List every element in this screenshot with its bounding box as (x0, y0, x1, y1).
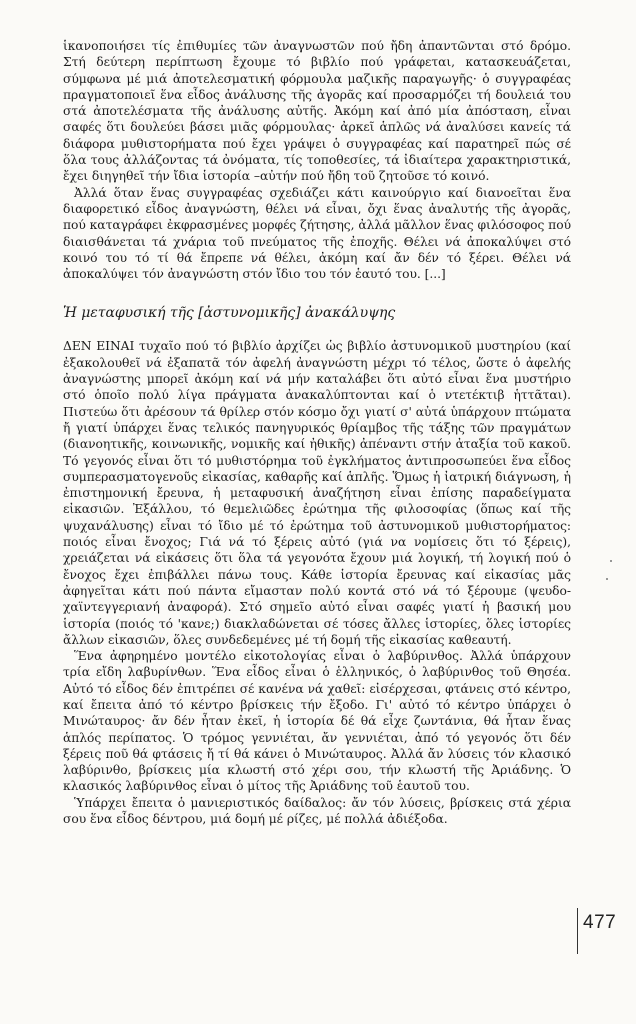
paragraph-4: Ἕνα ἀφηρημένο μοντέλο εἰκοτολογίας εἶναι ὁ λαβύρινθος. Ἀλλά ὑπάρχουν τρία εἴδη λαβυρίνθων. Ἕνα εἶδος εἶναι ὁ ἑλληνικός, ὁ λαβύρινθος τοῦ Θησέα. Αὐτό τό εἶδος δέν ἐπιτρέπει σέ κανένα νά χαθεῖ: εἰσέρχεσαι, φτάνεις στό κέντρο, καί ἔπειτα ἀπό τό κέντρο βρίσκεις τήν ἔξοδο. Γι' αὐτό τό κέντρο ὑπάρχει ὁ Μινώταυρος· ἄν δέν ἦταν ἐκεῖ, ἡ ἱστορία δέ θά εἶχε ζωντάνια, θά ἦταν ἕνας ἁπλός περίπατος. Ὁ τρόμος γεννιέται, ἄν γεννιέται, ἀπό τό γεγονός ὅτι δέν ξέρεις ποῦ θά φτάσεις ἤ τί θά κάνει ὁ Μινώταυρος. Ἀλλά ἄν λύσεις τόν κλασικό λαβύρινθο, βρίσκεις μία κλωστή στό χέρι σου, τήν κλωστή τῆς Ἀριάδνης. Ὁ κλασικός λαβύρινθος εἶναι ὁ μίτος τῆς Ἀριάδνης τοῦ ἑαυτοῦ του. (63, 649, 571, 794)
paragraph-2: Ἀλλά ὅταν ἕνας συγγραφέας σχεδιάζει κάτι καινούργιο καί διανοεῖται ἕνα διαφορετικό εἶδος ἀναγνώστη, θέλει νά εἶναι, ὄχι ἕνας ἀναλυτής τῆς ἀγορᾶς, πού καταγράφει ἐκφρασμένες μορφές ζήτησης, ἀλλά μᾶλλον ἕνας φιλόσοφος πού διαισθάνεται τά χνάρια τοῦ πνεύματος τῆς ἐποχῆς. Θέλει νά ἀποκαλύψει στό κοινό του τό τί θά ἔπρεπε νά θέλει, ἀκόμη καί ἄν δέν τό ξέρει. Θέλει νά ἀποκαλύψει τόν ἀναγνώστη στόν ἴδιο του τόν ἑαυτό του. [...] (63, 185, 571, 282)
scan-speck (610, 560, 612, 562)
paragraph-1: ἱκανοποιήσει τίς ἐπιθυμίες τῶν ἀναγνωστῶν πού ἤδη ἀπαντῶνται στό δρόμο. Στή δεύτερη περίπτωση ἔχουμε τό βιβλίο πού γράφεται, κατασκευάζεται, σύμφωνα μέ μιά ἀποτελεσματική φόρμουλα μαζικῆς παραγωγῆς· ὁ συγγραφέας πραγματοποιεῖ ἕνα εἶδος ἀνάλυσης τῆς ἀγορᾶς καί προσαρμόζει τή δουλειά του στά ἀποτελέσματα τῆς ἀνάλυσης αὐτῆς. Ἀκόμη καί ἀπό μία ἀπόσταση, εἶναι σαφές ὅτι δουλεύει βάσει μιᾶς φόρμουλας· ἀρκεῖ ἁπλῶς νά ἀναλύσει κανείς τά διάφορα μυθιστορήματα πού ἔχει γράψει ὁ συγγραφέας καί παρατηρεῖ πώς σέ ὅλα τους ἀλλάζοντας τά ὀνόματα, τίς τοποθεσίες, τά ἰδιαίτερα χαρακτηριστικά, ἔχει διηγηθεῖ τήν ἴδια ἱστορία –αὐτήν πού ἤδη τοῦ ζητοῦσε τό κοινό. (63, 39, 571, 184)
paragraph-5: Ὑπάρχει ἔπειτα ὁ μανιεριστικός δαίδαλος: ἄν τόν λύσεις, βρίσκεις στά χέρια σου ἕνα εἶδος δέντρου, μιά δομή μέ ρίζες, μέ πολλά ἀδιέξοδα. (63, 795, 571, 827)
scan-speck (606, 578, 608, 580)
text-column (63, 38, 571, 827)
section-heading: Ἡ μεταφυσική τῆς [ἀστυνομικῆς] ἀνακάλυψης (63, 305, 396, 322)
paragraph-3: ΔΕΝ ΕΙΝΑΙ τυχαῖο πού τό βιβλίο ἀρχίζει ὡς βιβλίο ἀστυνομικοῦ μυστηρίου (καί ἐξακολουθεῖ νά ἐξαπατᾶ τόν ἀφελή ἀναγνώστη μέχρι τό τέλος, ὥστε ὁ ἀφελής ἀναγνώστης μπορεῖ ἀκόμη καί νά μήν καταλάβει ὅτι αὐτό εἶναι ἕνα μυστήριο στό ὁποῖο πολύ λίγα πράγματα ἀνακαλύπτονται καί ὁ ντετέκτιβ ἡττᾶται). Πιστεύω ὅτι ἀρέσουν τά θρίλερ στόν κόσμο ὄχι γιατί σ' αὐτά ὑπάρχουν πτώματα ἤ γιατί ὑπάρχει ἕνας τελικός πανηγυρικός θρίαμβος τῆς τάξης τῶν πραγμάτων (διανοητικῆς, κοινωνικῆς, νομικῆς καί ἠθικῆς) ἀπέναντι στήν ἀταξία τοῦ κακοῦ. Τό γεγονός εἶναι ὅτι τό μυθιστόρημα τοῦ ἐγκλήματος ἀντιπροσωπεύει ἕνα εἶδος συμπερασματογενοῦς εἰκασίας, καθαρῆς καί ἁπλῆς. Ὅμως ἡ ἰατρική διάγνωση, ἡ ἐπιστημονική ἔρευνα, ἡ μεταφυσική ἀναζήτηση εἶναι ἐπίσης παραδείγματα εἰκασιῶν. Ἐξάλλου, τό θεμελιῶδες ἐρώτημα τῆς φιλοσοφίας (ὅπως καί τῆς ψυχανάλυσης) εἶναι τό ἴδιο μέ τό ἐρώτημα τοῦ ἀστυνομικοῦ μυθιστορήματος: ποιός εἶναι ἔνοχος; Γιά νά τό ξέρεις αὐτό (γιά να νομίσεις ὅτι τό ξέρεις), χρειάζεται νά εἰκάσεις ὅτι ὅλα τά γεγονότα ἔχουν μιά λογική, τή λογική πού ὁ ἔνοχος ἔχει ἐπιβάλλει πάνω τους. Κάθε ἱστορία ἔρευνας καί εἰκασίας μᾶς ἀφηγεῖται κάτι πού πάντα εἴμασταν πολύ κοντά στό νά τό ξέρουμε (ψευδο-χαϊντεγγεριανή ἀναφορά). Στό σημεῖο αὐτό εἶναι σαφές γιατί ἡ βασική μου ἱστορία (ποιός τό 'κανε;) διακλαδώνεται σέ τόσες ἄλλες ἱστορίες, ὅλες ἱστορίες ἄλλων εἰκασιῶν, ὅλες συνδεδεμένες μέ τή δομή τῆς εἰκασίας καθεαυτή. (63, 339, 571, 647)
page-number-rule (577, 908, 578, 954)
page-number: 477 (583, 912, 617, 933)
